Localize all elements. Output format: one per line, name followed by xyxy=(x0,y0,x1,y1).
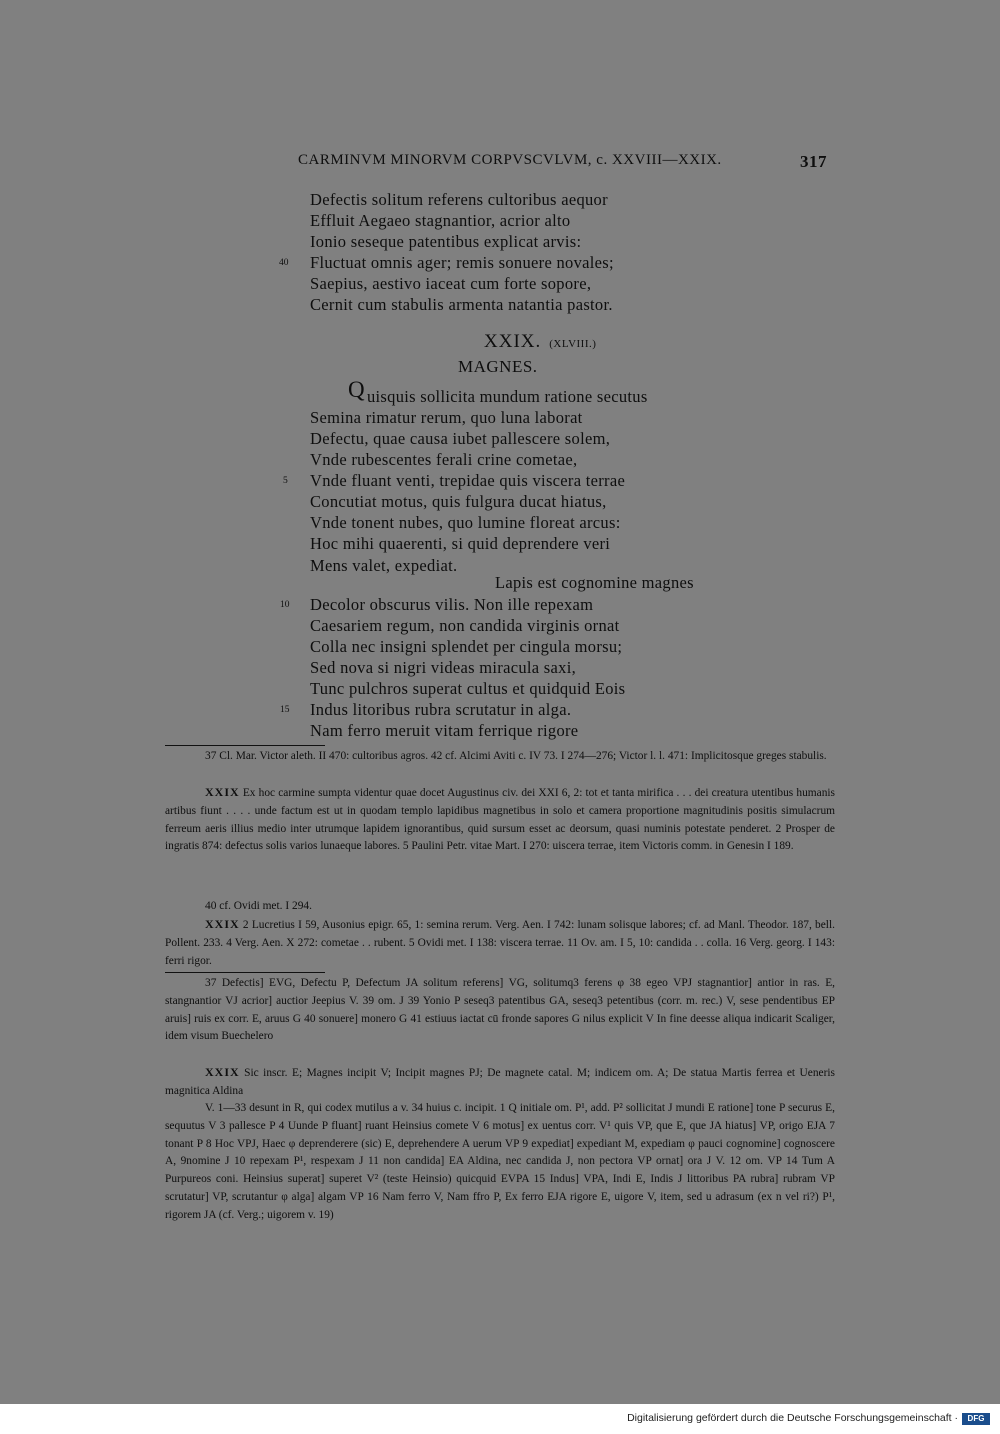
poem-number-main: XXIX. xyxy=(484,331,542,352)
verse-line: Caesariem regum, non candida virginis ornat xyxy=(310,616,620,635)
note-label: XXIX xyxy=(205,917,240,931)
verse-line: Tunc pulchros superat cultus et quidquid Eois xyxy=(310,679,626,698)
page-number: 317 xyxy=(800,152,827,171)
poem-title: MAGNES. xyxy=(458,357,538,376)
poem-number xyxy=(484,331,596,353)
verse-line: Nam ferro meruit vitam ferrique rigore xyxy=(310,721,579,740)
funding-credit: Digitalisierung gefördert durch die Deutsche Forschungsgemeinschaft · xyxy=(627,1412,958,1424)
critical-note xyxy=(165,1064,835,1101)
note-text: Ex hoc carmine sumpta videntur quae docet Augustinus civ. dei XXI 6, 2: tot et tanta mirifica . . . dei creatura utentibus humanis artibus fiunt . . . . unde factum est ut in quodam templo lapidibus magnetibus in solo et camera proportione magnitudinis positis simulacrum ferreum aeris illius medio inter utrumque lapidem ignorantibus, quid sursum esset ac deorsum, quasi numinis potestate penderet. 2 Prosper de ingratis 874: defectus solis varios lunaeque labores. 5 Paulini Petr. vitae Mart. I 270: uiscera terrae, item Victoris comm. in Genesin I 189. xyxy=(165,787,835,853)
verse-line: Sed nova si nigri videas miracula saxi, xyxy=(310,658,577,677)
testimonia-note xyxy=(165,916,835,970)
poem-alt-number: (XLVIII.) xyxy=(549,338,597,350)
verse-line: Saepius, aestivo iaceat cum forte sopore, xyxy=(310,274,592,293)
note-label: XXIX xyxy=(205,1065,240,1079)
verse-line: Defectu, quae causa iubet pallescere solem, xyxy=(310,429,611,448)
verse-line: Effluit Aegaeo stagnantior, acrior alto xyxy=(310,211,571,230)
dfg-logo: DFG xyxy=(962,1413,990,1425)
line-number: 15 xyxy=(280,705,290,715)
verse-line: Ionio seseque patentibus explicat arvis: xyxy=(310,232,582,251)
verse-half-line: Lapis est cognomine magnes xyxy=(495,573,694,592)
verse-line: Colla nec insigni splendet per cingula morsu; xyxy=(310,637,623,656)
verse-line: Semina rimatur rerum, quo luna laborat xyxy=(310,408,583,427)
verse-line: Vnde fluant venti, trepidae quis viscera terrae xyxy=(310,471,626,490)
line-number: 5 xyxy=(283,476,288,486)
verse-line: Cernit cum stabulis armenta natantia pastor. xyxy=(310,295,613,314)
verse-line: uisquis sollicita mundum ratione secutus xyxy=(367,387,648,406)
initial-letter: Q xyxy=(348,377,365,402)
footer-bar xyxy=(0,1404,1000,1434)
line-number: 10 xyxy=(280,600,290,610)
critical-note: 37 Defectis] EVG, Defectu P, Defectum JA solitum referens] VG, solitumq3 ferens φ 38 egeo VPJ stagnantior] antior in ras. E, stangnantior VJ acrior] auctior Jeepius V. 39 om. J 39 Yonio P seseq3 patentibus GA, seseq3 petentibus (corr. m. rec.) V, sese pendentibus EP aruis] ruis ex corr. E, aruus G 40 sonuere] monero G 41 estiuus iactat cū fronde sapores G nilus explicit V In fine deesse aliqua indicarit Scaliger, idem visum Buechelero xyxy=(165,977,835,1043)
verse-line: Vnde rubescentes ferali crine cometae, xyxy=(310,450,578,469)
verse-line: Concutiat motus, quis fulgura ducat hiatus, xyxy=(310,492,607,511)
verse-line: Indus litoribus rubra scrutatur in alga. xyxy=(310,700,572,719)
testimonia-note: 37 Cl. Mar. Victor aleth. II 470: cultoribus agros. 42 cf. Alcimi Aviti c. IV 73. I 274—276; Victor l. l. 471: Implicitosque greges stabulis. xyxy=(205,750,827,762)
note-label: XXIX xyxy=(205,785,240,799)
note-text: Sic inscr. E; Magnes incipit V; Incipit magnes PJ; De magnete catal. M; indicem om. A; De statua Martis ferrea et Ueneris magnitica Aldina xyxy=(165,1067,835,1097)
testimonia-note: 40 cf. Ovidi met. I 294. xyxy=(205,900,312,912)
verse-line: Decolor obscurus vilis. Non ille repexam xyxy=(310,595,594,614)
testimonia-note xyxy=(165,784,835,856)
note-text: 2 Lucretius I 59, Ausonius epigr. 65, 1: semina rerum. Verg. Aen. I 742: lunam solisque labores; cf. ad Manl. Theodor. 187, bell. Pollent. 233. 4 Verg. Aen. X 272: cometae . . rubent. 5 Ovidi met. I 138: viscera terrae. 11 Ov. am. I 5, 10: candida . . colla. 16 Verg. georg. I 143: ferri rigor. xyxy=(165,919,835,967)
line-number: 40 xyxy=(279,258,289,268)
verse-line: Fluctuat omnis ager; remis sonuere novales; xyxy=(310,253,614,272)
verse-line: Defectis solitum referens cultoribus aequor xyxy=(310,190,608,209)
footnote-rule xyxy=(165,972,325,973)
footnote-rule xyxy=(165,745,325,746)
running-head: CARMINVM MINORVM CORPVSCVLVM, c. XXVIII—XXIX. xyxy=(298,152,722,168)
verse-line: Mens valet, expediat. xyxy=(310,556,458,575)
critical-note: V. 1—33 desunt in R, qui codex mutilus a v. 34 huius c. incipit. 1 Q initiale om. P¹, add. P² sollicitat J mundi E ratione] tone P securus E, sequutus V 3 pallesce P 4 Uunde P fluant] ruant Heinsius comete V 6 motus] ex uentus corr. V¹ quis VP, que E, que JA hiatus] VP, origo EJA 7 tonant P 8 Hoc VPJ, Haec φ deprenderere (sic) E, deprehendere A uerum VP 9 expediat] expediant M, expediam φ pauci cognomine] cognoscere A, 9nomine J 10 repexam P¹, respexam J 11 non candida] EA Aldina, nec candida J, non pectora VP ornat] ora J V. 12 om. VP 14 Tum A Purpureos coni. Heinsius superat] superet V² (teste Heinsio) quicquid EVPA 15 Indus] VPA, Indi E, Indis J littoribus PA rubra] rubram VP scrutatur] VP, scrutantur φ alga] algam VP 16 Nam ferro V, Nam ffro P, Ex ferro EJA rigore E, uigore V, item, sed u adrasum (ex n vel ri?) P¹, rigorem JA (cf. Verg.; uigorem v. 19) xyxy=(165,1102,835,1221)
verse-line: Vnde tonent nubes, quo lumine floreat arcus: xyxy=(310,513,621,532)
verse-line: Hoc mihi quaerenti, si quid deprendere veri xyxy=(310,534,611,553)
